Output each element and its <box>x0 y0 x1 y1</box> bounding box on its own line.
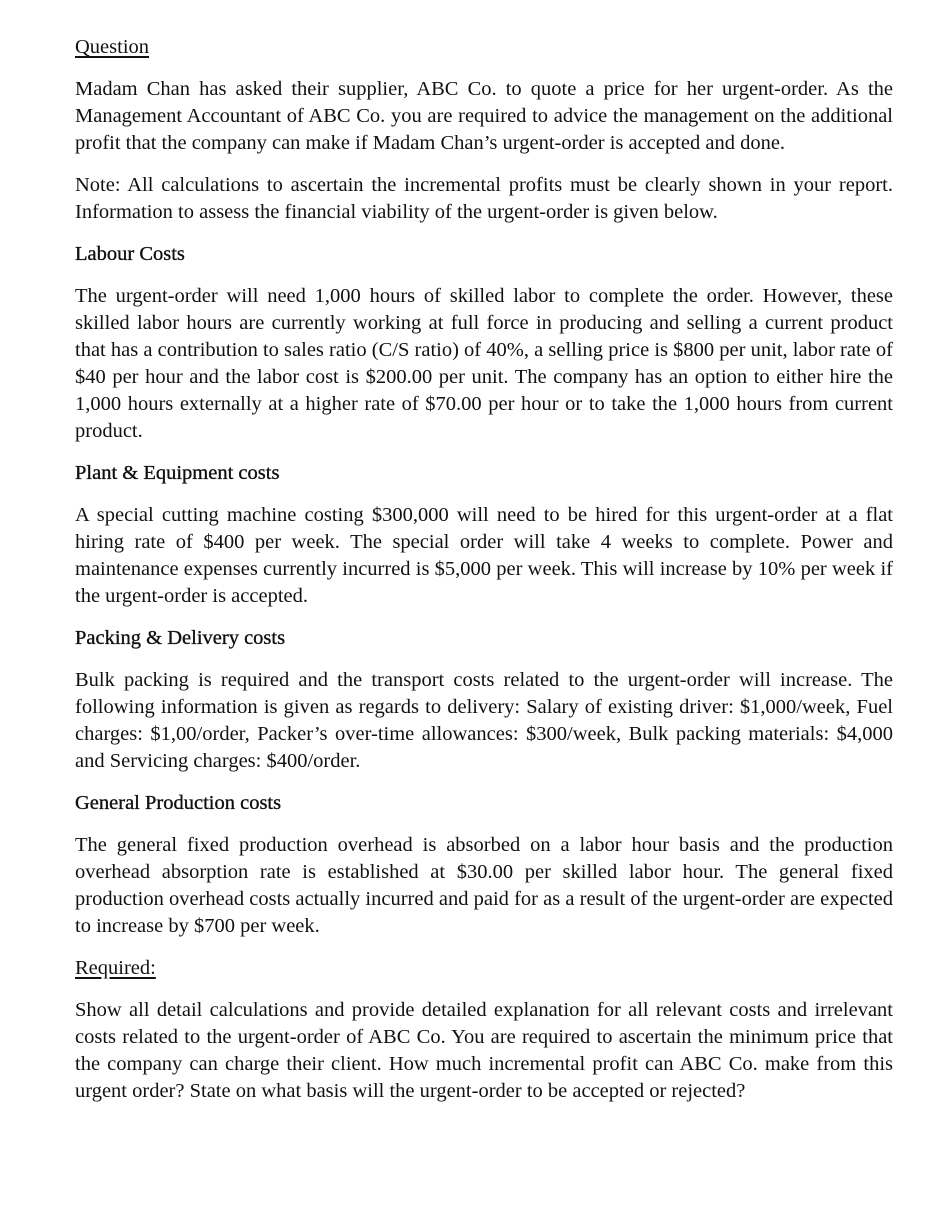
note-paragraph: Note: All calculations to ascertain the incremental profits must be clearly shown in your report. Information to assess the financial viability of the urgent-order is given below. <box>75 174 893 223</box>
required-heading: Required: <box>75 957 156 979</box>
general-production-costs-heading: General Production costs <box>75 792 282 814</box>
plant-equipment-costs-heading: Plant & Equipment costs <box>75 462 280 484</box>
intro-paragraph: Madam Chan has asked their supplier, ABC Co. to quote a price for her urgent-order. As the Management Accountant of ABC Co. you are required to advice the management on the additional profit that the company can make if Madam Chan’s urgent-order is accepted and done. <box>75 78 893 154</box>
question-heading: Question <box>75 36 150 58</box>
packing-delivery-costs-paragraph: Bulk packing is required and the transport costs related to the urgent-order will increase. The following information is given as regards to delivery: Salary of existing driver: $1,000/week, Fuel charges: $1,00/order, Packer’s over-time allowances: $300/week, Bulk packing materials: $4,000 and Servicing charges: $400/order. <box>75 669 893 772</box>
labour-costs-heading: Labour Costs <box>75 243 185 265</box>
plant-equipment-costs-paragraph: A special cutting machine costing $300,000 will need to be hired for this urgent-order at a flat hiring rate of $400 per week. The special order will take 4 weeks to complete. Power and maintenance expenses currently incurred is $5,000 per week. This will increase by 10% per week if the urgent-order is accepted. <box>75 504 893 607</box>
general-production-costs-paragraph: The general fixed production overhead is absorbed on a labor hour basis and the production overhead absorption rate is established at $30.00 per skilled labor hour. The general fixed production overhead costs actually incurred and paid for as a result of the urgent-order are expected to increase by $700 per week. <box>75 834 893 937</box>
required-paragraph: Show all detail calculations and provide detailed explanation for all relevant costs and irrelevant costs related to the urgent-order of ABC Co. You are required to ascertain the minimum price that the company can charge their client. How much incremental profit can ABC Co. make from this urgent order? State on what basis will the urgent-order to be accepted or rejected? <box>75 999 893 1102</box>
labour-costs-paragraph: The urgent-order will need 1,000 hours of skilled labor to complete the order. However, these skilled labor hours are currently working at full force in producing and selling a current product that has a contribution to sales ratio (C/S ratio) of 40%, a selling price is $800 per unit, labor rate of $40 per hour and the labor cost is $200.00 per unit. The company has an option to either hire the 1,000 hours externally at a higher rate of $70.00 per hour or to take the 1,000 hours from current product. <box>75 285 893 442</box>
packing-delivery-costs-heading: Packing & Delivery costs <box>75 627 286 649</box>
